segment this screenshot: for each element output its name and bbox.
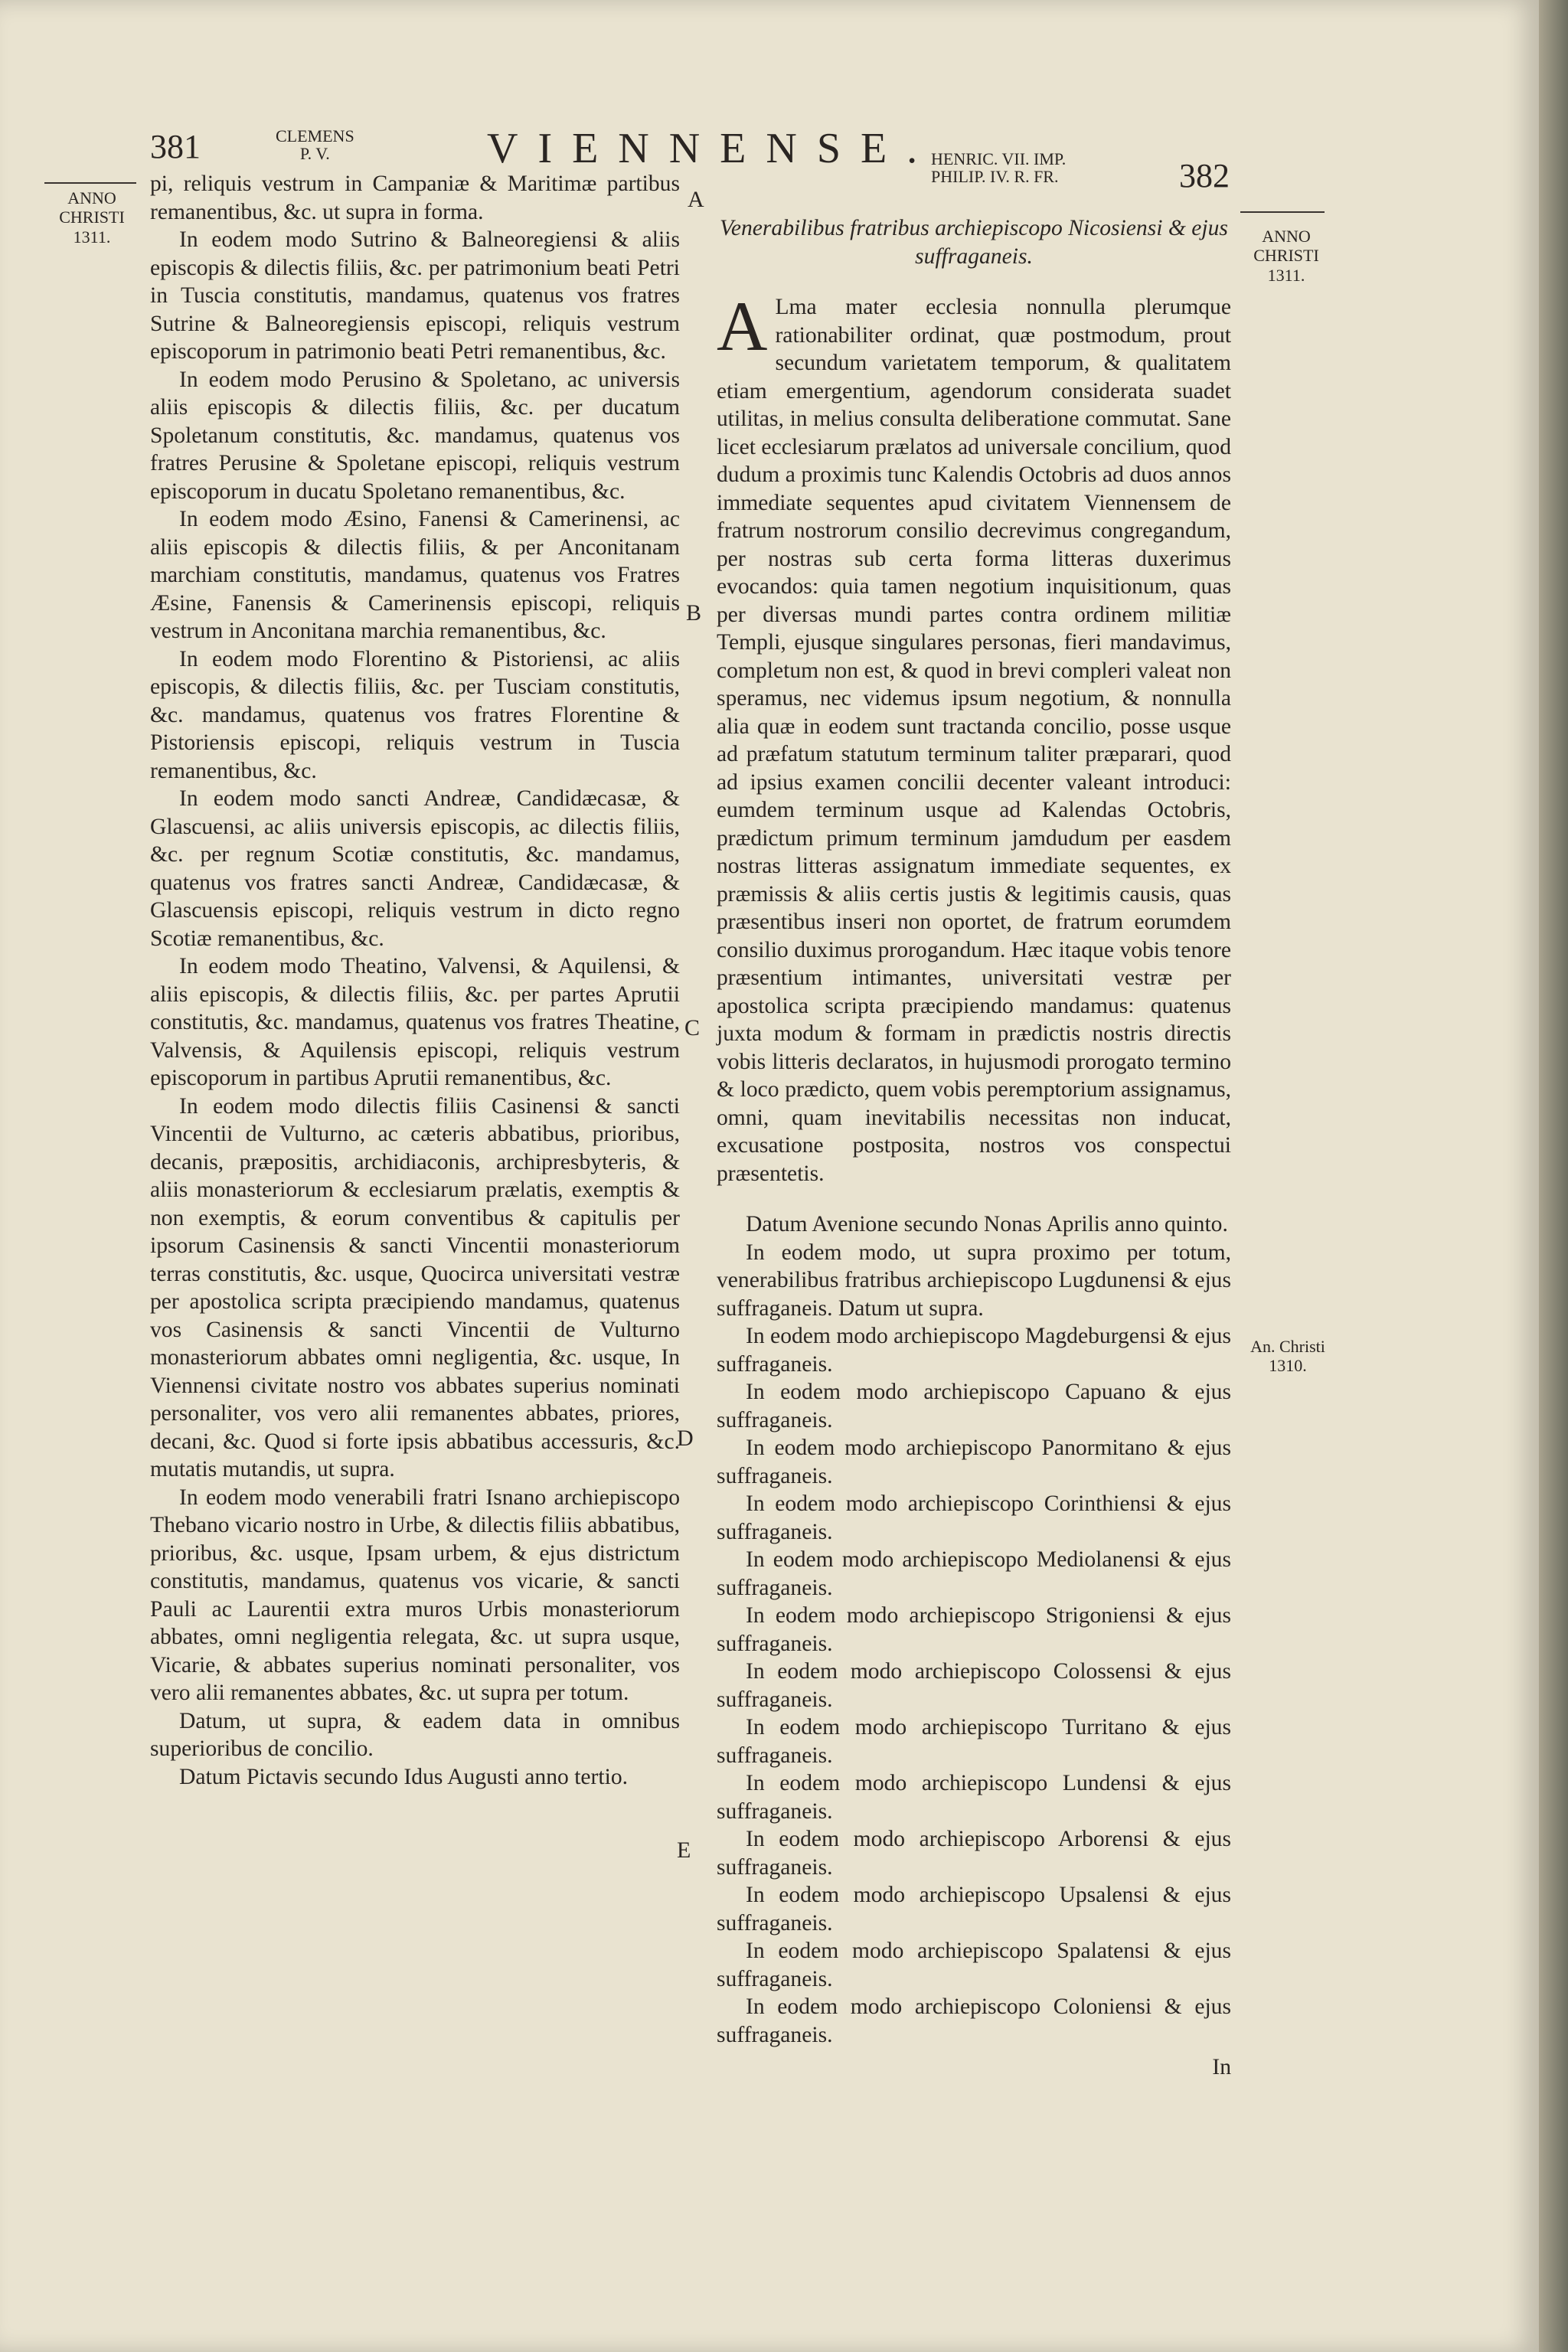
list-item: In eodem modo archiepiscopo Mediolanensi & ejus suffraganeis. — [717, 1547, 1231, 1600]
list-item: In eodem modo archiepiscopo Lundensi & ejus suffraganeis. — [717, 1771, 1231, 1824]
section-letter-c: C — [684, 1015, 701, 1040]
list-item: In eodem modo archiepiscopo Spalatensi & ejus suffraganeis. — [717, 1939, 1231, 1991]
left-column — [150, 170, 680, 1791]
list-item: In eodem modo archiepiscopo Capuano & ejus suffraganeis. — [717, 1380, 1231, 1432]
paragraph: In eodem modo venerabili fratri Isnano archiepiscopo Thebano vicario nostro in Urbe, & dilectis filiis abbatibus, prioribus, &c. usque, Ipsam urbem, & ejus districtum constitutis, mandamus, quatenus vos vicarie, & sancti Pauli ac Laurentii extra muros Urbis monasteriorum abbates, omni negligentia relegata, &c. ut supra usque, Vicarie, & abbates superius nominati personaliter, vos vero alii remanentes abbates, &c. ut supra per totum. — [150, 1485, 681, 1705]
paragraph: In eodem modo Florentino & Pistoriensi, ac aliis episcopis, & dilectis filiis, &c. per Tusciam constitutis, &c. mandamus, quatenus vos fratres Florentine & Pistoriensis episcopi, reliquis vestrum in Tuscia remanentibus, &c. — [150, 646, 680, 783]
page-number-right: 382 — [1179, 157, 1230, 194]
paragraph: In eodem modo Sutrino & Balneoregiensi & aliis episcopis & dilectis filiis, &c. per patrimonium beati Petri in Tuscia constitutis, mandamus, quatenus vos fratres Sutrine & Balneoregiensis episcopi, reliquis vestrum episcoporum in patrimonio beati Petri remanentibus, &c. — [150, 227, 680, 364]
margin-note-year-right — [1240, 227, 1332, 285]
section-letter-e: E — [677, 1838, 691, 1863]
paragraph: In eodem modo dilectis filiis Casinensi & sancti Vincentii de Vulturno, ac cæteris abbatibus, prioribus, decanis, præpositis, archidiaconis, archipresbyteris, & aliis monasteriorum & ecclesiarum prælatis, exemptis & non exemptis, & eorum conventibus & capitulis per ipsorum Casinensis & sancti Vincentii monasteriorum terras constitutis, &c. usque, Quocirca universitati vestræ per apostolica scripta præcipiendo mandamus, quatenus vos Casinensis & sancti Vincentii de Vulturno monasteriorum abbates omni negligentia, &c. usque, In Viennensi civitate nostro vos abbates superius nominati personaliter, vos vero alii remanentes abbates, priores, decani, &c. Quod si forte ipsis abbatibus accessuris, &c. mutatis mutandis, ut supra. — [150, 1093, 680, 1481]
list-item: In eodem modo archiepiscopo Strigoniensi & ejus suffraganeis. — [717, 1603, 1231, 1656]
paragraph: In eodem modo sancti Andreæ, Candidæcasæ, & Glascuensi, ac aliis universis episcopis, ac dilectis filiis, &c. per regnum Scotiæ constitutis, &c. mandamus, quatenus vos fratres sancti Andreæ, Candidæcasæ, & Glascuensis episcopi, reliquis vestrum in dicto regno Scotiæ remanentibus, &c. — [150, 786, 680, 951]
margin-year-left: 1311. — [73, 227, 111, 247]
margin-an-christi: An. Christi — [1250, 1337, 1325, 1356]
book-spine — [1539, 0, 1568, 2352]
list-item: In eodem modo, ut supra proximo per totum, venerabilibus fratribus archiepiscopo Lugdunensi & ejus suffraganeis. Datum ut supra. — [717, 1240, 1231, 1321]
paragraph: pi, reliquis vestrum in Campaniæ & Maritimæ partibus remanentibus, &c. ut supra in forma. — [150, 172, 680, 224]
list-item: In eodem modo archiepiscopo Corinthiensi & ejus suffraganeis. — [717, 1491, 1231, 1544]
datum-line: Datum Avenione secundo Nonas Aprilis anno quinto. — [746, 1212, 1228, 1236]
king-name: PHILIP. IV. R. FR. — [931, 167, 1059, 187]
margin-year-right: 1311. — [1267, 265, 1305, 285]
margin-christi-right: CHRISTI — [1253, 246, 1319, 266]
list-item: In eodem modo archiepiscopo Upsalensi & ejus suffraganeis. — [717, 1883, 1231, 1936]
list-item: In eodem modo archiepiscopo Panormitano & ejus suffraganeis. — [717, 1436, 1231, 1488]
paragraph: In eodem modo Æsino, Fanensi & Camerinensi, ac aliis episcopis & dilectis filiis, & per Anconitanam marchiam constitutis, mandamus, quatenus vos Fratres Æsine, Fanensis & Camerinensis episcopi, reliquis vestrum in Anconitana marchia remanentibus, &c. — [150, 507, 680, 643]
catchword: In — [1212, 2055, 1231, 2079]
running-title: VIENNENSE. — [487, 125, 938, 172]
list-item: In eodem modo archiepiscopo Turritano & ejus suffraganeis. — [717, 1715, 1231, 1768]
paragraph: Datum Pictavis secundo Idus Augusti anno tertio. — [179, 1764, 629, 1789]
paragraph: In eodem modo Theatino, Valvensi, & Aquilensi, & aliis episcopis, & dilectis filiis, &c. per partes Aprutii constitutis, &c. mandamus, quatenus vos fratres Theatine, Valvensis, & Aquilensis episcopi, reliquis vestrum episcoporum in partibus Aprutii remanentibus, &c. — [150, 954, 680, 1090]
list-item: In eodem modo archiepiscopo Colossensi & ejus suffraganeis. — [717, 1659, 1231, 1712]
margin-christi-left: CHRISTI — [59, 207, 125, 227]
list-item: In eodem modo archiepiscopo Magdeburgensi & ejus suffraganeis. — [717, 1324, 1231, 1377]
page-number-left: 381 — [150, 128, 201, 165]
margin-an-year: 1310. — [1269, 1356, 1307, 1376]
section-letter-b: B — [686, 600, 702, 626]
right-column — [717, 214, 1231, 2082]
section-letter-a: A — [688, 187, 704, 212]
paragraph: Datum, ut supra, & eadem data in omnibus superioribus de concilio. — [150, 1708, 680, 1761]
margin-rule-right — [1240, 211, 1325, 213]
margin-anno-right: ANNO — [1262, 227, 1311, 246]
letter-address: Venerabilibus fratribus archiepiscopo Nicosiensi & ejus suffraganeis. — [720, 216, 1228, 269]
list-item: In eodem modo archiepiscopo Arborensi & ejus suffraganeis. — [717, 1827, 1231, 1880]
letter-body — [717, 287, 1231, 1187]
drop-capital: A — [717, 287, 768, 365]
margin-rule-left — [44, 182, 136, 184]
running-subtitle-left — [276, 127, 354, 162]
section-letter-d: D — [677, 1426, 694, 1451]
margin-note-year-left — [46, 188, 138, 247]
letter-body-text: Lma mater ecclesia nonnulla plerumque rationabiliter ordinat, quæ postmodum, prout secundum varietatem temporum, & qualitatem etiam emergentium, agendorum considerata suadet utilitas, in melius consulta deliberatione commutat. Sane licet ecclesiarum prælatos ad universale concilium, quod dudum a proximis tunc Kalendis Octobris ad duos annos immediate sequentes apud civitatem Viennensem de fratrum nostrorum consilio decrevimus congregandum, per nostras sub certa forma litteras duxerimus evocandos: quia tamen negotium inquisitionum, quas per diversas mundi partes contra ordinem militiæ Templi, ejusque singulares personas, fieri mandavimus, completum non est, & quod in brevi compleri valeat non speramus, nec videmus ipsum negotium, & nonnulla alia quæ in eodem sunt tractanda concilio, posse usque ad præfatum statutum terminum taliter præparari, quod ad ipsius examen concilii decenter valeant introduci: eumdem terminum usque ad Kalendas Octobris, prædictum primum terminum jamdudum per easdem nostras litteras assignatum immediate sequentes, ex præmissis & aliis certis justis & legitimis causis, quas præsentibus inseri non oportet, de fratrum eorumdem consilio duximus prorogandum. Hæc itaque vobis tenore præsentium intimantes, universitati vestræ per apostolica scripta præcipiendo mandamus: quatenus juxta modum & formam in prædictis nostris directis vobis litteris declaratos, in hujusmodi prorogato termino & loco prædicto, quem vobis peremptorium assignamus, omni, quam inevitabilis necessitas non inducat, excusatione postposita, nostros vos conspectui præsentetis. — [717, 295, 1231, 1186]
running-subtitle-right — [931, 150, 1066, 185]
margin-anno-left: ANNO — [67, 188, 116, 207]
list-item: In eodem modo archiepiscopo Coloniensi & ejus suffraganeis. — [717, 1994, 1231, 2047]
pope-name: CLEMENS — [276, 126, 354, 145]
pope-number: P. V. — [299, 144, 330, 164]
margin-note-an-christi — [1234, 1337, 1341, 1376]
emperor-name: HENRIC. VII. IMP. — [931, 149, 1067, 168]
paragraph: In eodem modo Perusino & Spoletano, ac universis aliis episcopis & dilectis filiis, &c. per ducatum Spoletanum constitutis, &c. mandamus, quatenus vos fratres Perusine & Spoletane episcopi, reliquis vestrum episcoporum in ducatu Spoletano remanentibus, &c. — [150, 367, 680, 504]
